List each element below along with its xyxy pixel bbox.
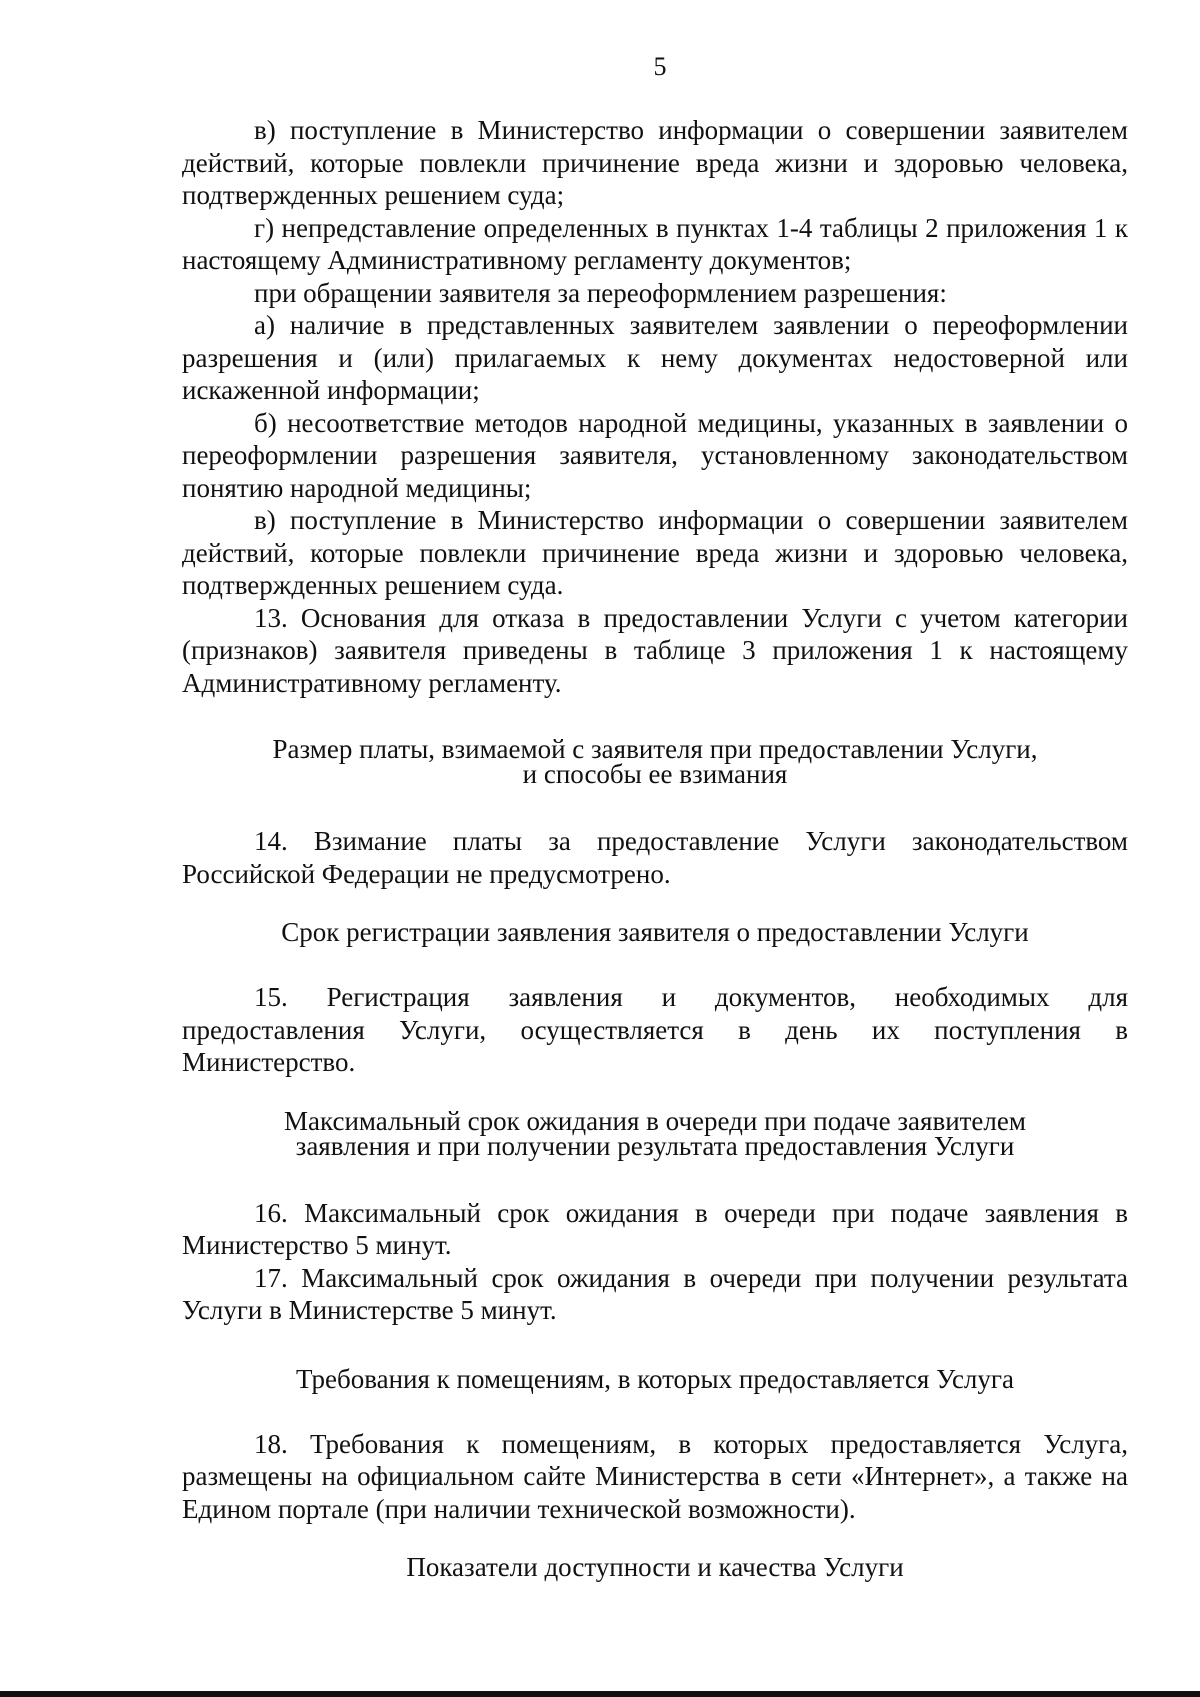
heading-payment-line1: Размер платы, взимаемой с заявителя при предоставлении Услуги, (272, 734, 1038, 764)
heading-queue-line2: заявления и при получении результата предоставления Услуги (295, 1130, 1015, 1161)
heading-payment-line2: и способы ее взимания (522, 759, 788, 789)
heading-queue (182, 1105, 1128, 1161)
paragraph-item-g: г) непредставление определенных в пунктах 1-4 таблицы 2 приложения 1 к настоящему Административному регламенту документов; (182, 212, 1128, 275)
heading-queue-line1: Максимальный срок ожидания в очереди при подаче заявителем (284, 1105, 1026, 1136)
paragraph-17: 17. Максимальный срок ожидания в очереди при получении результата Услуги в Министерстве 5 минут. (182, 1262, 1128, 1325)
paragraph-15 (182, 981, 1128, 1079)
document-body (182, 114, 1128, 1580)
bottom-scan-edge (0, 1691, 1200, 1697)
heading-premises: Требования к помещениям, в которых предоставляется Услуга (296, 1363, 1014, 1394)
page-number: 5 (653, 52, 667, 81)
paragraph-reissue-a: а) наличие в представленных заявителем заявлении о переоформлении разрешения и (или) прилагаемых к нему документах недостоверной или искаженной информации; (182, 310, 1128, 405)
paragraph-16: 16. Максимальный срок ожидания в очереди при подаче заявления в Министерство 5 минут. (182, 1197, 1128, 1260)
paragraph-15-line1: 15. Регистрация заявления и документов, необходимых для (254, 982, 1128, 1012)
heading-quality: Показатели доступности и качества Услуги (406, 1552, 904, 1582)
paragraph-14: 14. Взимание платы за предоставление Услуги законодательством Российской Федерации не предусмотрено. (182, 826, 1128, 889)
heading-payment (182, 734, 1128, 789)
paragraph-item-v: в) поступление в Министерство информации о совершении заявителем действий, которые повлекли причинение вреда жизни и здоровью человека, подтвержденных решением суда; (182, 115, 1128, 210)
paragraph-reissue-b: б) несоответствие методов народной медицины, указанных в заявлении о переоформлении разрешения заявителя, установленному законодательством понятию народной медицины; (182, 407, 1128, 503)
paragraph-reissue-intro: при обращении заявителя за переоформлением разрешения: (254, 277, 947, 308)
paragraph-18: 18. Требования к помещениям, в которых предоставляется Услуга, размещены на официальном сайте Министерства в сети «Интернет», а также на Едином портале (при наличии технической возможности). (182, 1428, 1128, 1524)
paragraph-15-line3: Министерство. (182, 1047, 356, 1077)
paragraph-reissue-v: в) поступление в Министерство информации о совершении заявителем действий, которые повлекли причинение вреда жизни и здоровью человека, подтвержденных решением суда. (182, 505, 1128, 600)
heading-registration: Срок регистрации заявления заявителя о предоставлении Услуги (281, 917, 1029, 947)
paragraph-15-line2: предоставления Услуги, осуществляется в день их поступления в (182, 1014, 1128, 1045)
paragraph-13: 13. Основания для отказа в предоставлении Услуги с учетом категории (признаков) заявителя приведены в таблице 3 приложения 1 к настоящему Административному регламенту. (182, 602, 1128, 698)
